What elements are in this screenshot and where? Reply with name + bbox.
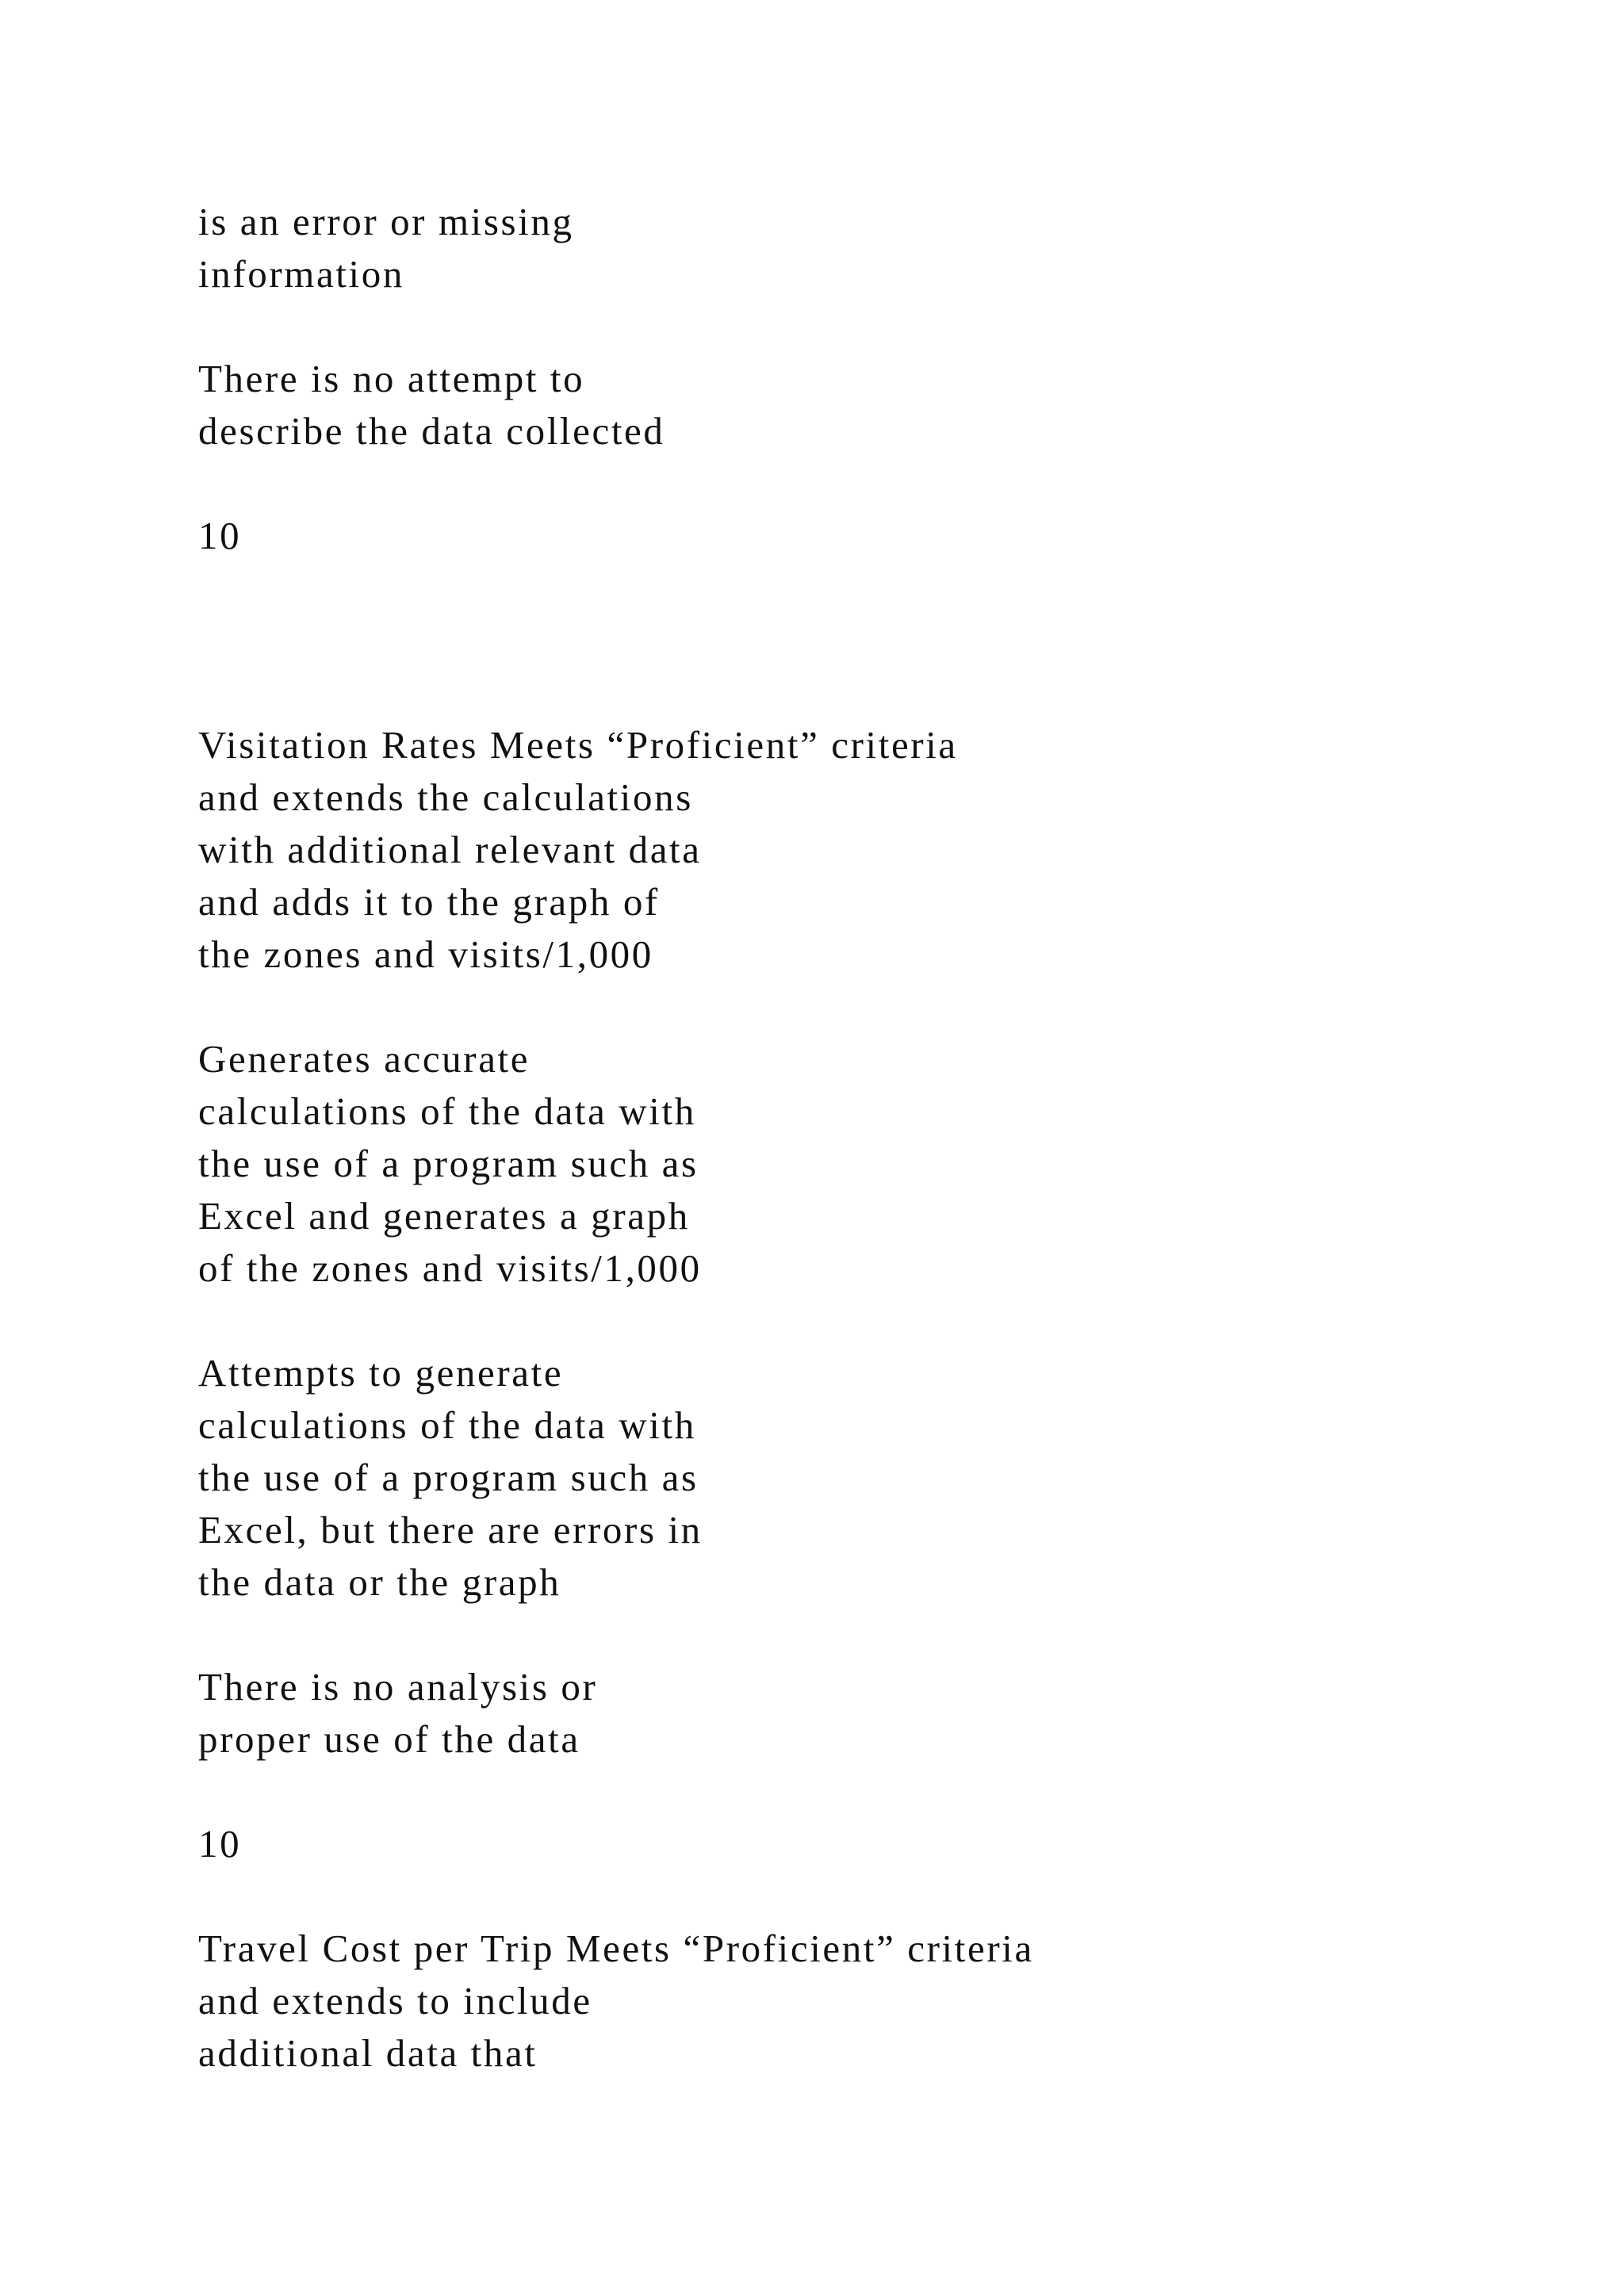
text-line: and extends to include <box>198 1979 592 2022</box>
score-value: 10 <box>198 514 242 557</box>
text-line: the use of a program such as <box>198 1456 699 1499</box>
text-line: and extends the calculations <box>198 775 693 819</box>
score-value: 10 <box>198 1822 242 1866</box>
text-line: Excel, but there are errors in <box>198 1508 703 1552</box>
text-line: Excel and generates a graph <box>198 1194 690 1238</box>
text-line: Attempts to generate <box>198 1351 564 1395</box>
criterion-heading: Travel Cost per Trip Meets “Proficient” criteria <box>198 1927 1034 1970</box>
text-line: with additional relevant data <box>198 828 702 871</box>
text-line: is an error or missing <box>198 200 574 243</box>
text-line: and adds it to the graph of <box>198 880 660 924</box>
text-line: calculations of the data with <box>198 1403 696 1447</box>
text-line: There is no attempt to <box>198 357 585 400</box>
text-line: proper use of the data <box>198 1717 580 1761</box>
text-line: calculations of the data with <box>198 1089 696 1133</box>
text-line: There is no analysis or <box>198 1665 598 1709</box>
text-line: Generates accurate <box>198 1037 530 1081</box>
text-line: the zones and visits/1,000 <box>198 932 653 976</box>
text-line: of the zones and visits/1,000 <box>198 1246 702 1290</box>
text-line: information <box>198 252 404 296</box>
text-line: the data or the graph <box>198 1560 561 1604</box>
text-line: additional data that <box>198 2031 538 2075</box>
text-line: describe the data collected <box>198 409 665 453</box>
criterion-heading: Visitation Rates Meets “Proficient” criteria <box>198 723 958 767</box>
text-line: the use of a program such as <box>198 1142 699 1185</box>
